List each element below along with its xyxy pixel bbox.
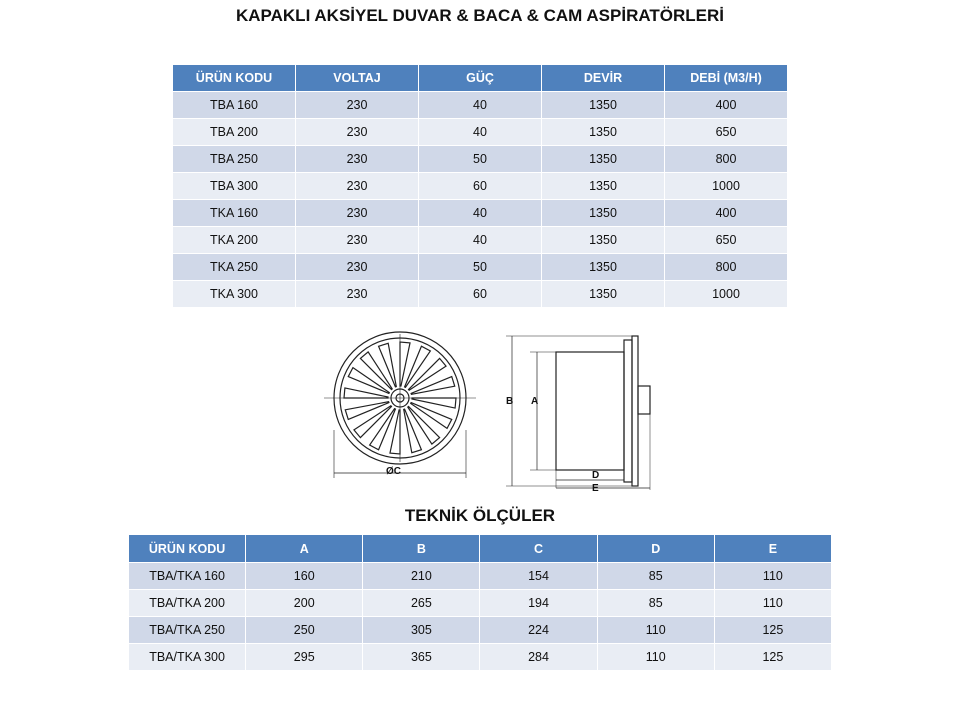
table-cell: 1000 <box>665 281 787 307</box>
table-cell: 1350 <box>542 173 664 199</box>
table-row <box>129 590 831 616</box>
table-row <box>173 281 787 307</box>
table-cell: TBA/TKA 250 <box>129 617 245 643</box>
table-cell: 365 <box>363 644 479 670</box>
table-cell: TBA 300 <box>173 173 295 199</box>
table-cell: TBA/TKA 300 <box>129 644 245 670</box>
dimension-label-d: D <box>592 470 600 481</box>
table-cell: 230 <box>296 254 418 280</box>
fan-blade <box>412 398 456 408</box>
table-cell: TKA 300 <box>173 281 295 307</box>
column-header: ÜRÜN KODU <box>129 535 245 562</box>
table-row <box>173 173 787 199</box>
table-cell: TBA/TKA 200 <box>129 590 245 616</box>
column-header: GÜÇ <box>419 65 541 91</box>
table-cell: TKA 250 <box>173 254 295 280</box>
table-row <box>173 227 787 253</box>
table-cell: 40 <box>419 227 541 253</box>
table-row <box>173 92 787 118</box>
table-cell: 1350 <box>542 146 664 172</box>
table-cell: TKA 160 <box>173 200 295 226</box>
table-cell: 40 <box>419 119 541 145</box>
table-cell: 110 <box>598 617 714 643</box>
table-cell: 110 <box>715 590 831 616</box>
table-cell: 295 <box>246 644 362 670</box>
dimension-label-c: ØC <box>386 466 401 477</box>
column-header: D <box>598 535 714 562</box>
table-cell: 110 <box>715 563 831 589</box>
table-row <box>129 563 831 589</box>
table-cell: 110 <box>598 644 714 670</box>
performance-table <box>172 64 788 308</box>
table-cell: 125 <box>715 617 831 643</box>
table-cell: TBA 160 <box>173 92 295 118</box>
dimension-label-a: A <box>531 396 539 407</box>
table-header-row <box>129 535 831 562</box>
table-cell: 250 <box>246 617 362 643</box>
table-cell: 230 <box>296 119 418 145</box>
table-cell: 305 <box>363 617 479 643</box>
table-cell: TBA/TKA 160 <box>129 563 245 589</box>
column-header: VOLTAJ <box>296 65 418 91</box>
table-cell: 60 <box>419 173 541 199</box>
column-header: DEBİ (M3/H) <box>665 65 787 91</box>
table-cell: 1350 <box>542 200 664 226</box>
fan-technical-drawing <box>300 330 660 496</box>
column-header: C <box>480 535 596 562</box>
table-row <box>173 119 787 145</box>
fan-blade <box>345 402 389 420</box>
table-cell: 60 <box>419 281 541 307</box>
table-cell: 800 <box>665 254 787 280</box>
table-cell: 194 <box>480 590 596 616</box>
table-cell: 1350 <box>542 119 664 145</box>
fan-blade <box>400 342 410 386</box>
table-cell: 210 <box>363 563 479 589</box>
table-cell: 650 <box>665 227 787 253</box>
dimensions-table <box>128 534 832 671</box>
column-header: DEVİR <box>542 65 664 91</box>
table-cell: 50 <box>419 146 541 172</box>
table-cell: 230 <box>296 146 418 172</box>
column-header: ÜRÜN KODU <box>173 65 295 91</box>
table-cell: 1350 <box>542 227 664 253</box>
table-cell: 1000 <box>665 173 787 199</box>
table-cell: 230 <box>296 92 418 118</box>
table-cell: 224 <box>480 617 596 643</box>
table-cell: 230 <box>296 200 418 226</box>
table-cell: 265 <box>363 590 479 616</box>
table-cell: 160 <box>246 563 362 589</box>
page-title: KAPAKLI AKSİYEL DUVAR & BACA & CAM ASPİRATÖRLERİ <box>236 6 724 25</box>
fan-blade <box>411 377 455 395</box>
table-cell: TBA 200 <box>173 119 295 145</box>
table-cell: 85 <box>598 590 714 616</box>
table-cell: 1350 <box>542 281 664 307</box>
dimension-label-e: E <box>592 483 599 494</box>
table-cell: TBA 250 <box>173 146 295 172</box>
table-cell: 230 <box>296 227 418 253</box>
column-header: B <box>363 535 479 562</box>
table-row <box>173 200 787 226</box>
fan-blade <box>390 410 400 454</box>
table-cell: 200 <box>246 590 362 616</box>
table-cell: 40 <box>419 200 541 226</box>
column-header: A <box>246 535 362 562</box>
fan-blade <box>379 343 397 387</box>
table-cell: TKA 200 <box>173 227 295 253</box>
section-title: TEKNİK ÖLÇÜLER <box>404 506 556 525</box>
table-cell: 284 <box>480 644 596 670</box>
table-cell: 1350 <box>542 92 664 118</box>
table-cell: 85 <box>598 563 714 589</box>
table-cell: 40 <box>419 92 541 118</box>
table-cell: 154 <box>480 563 596 589</box>
table-cell: 50 <box>419 254 541 280</box>
fan-front-view <box>324 332 476 478</box>
table-header-row <box>173 65 787 91</box>
fan-blade <box>404 409 422 453</box>
table-cell: 400 <box>665 200 787 226</box>
column-header: E <box>715 535 831 562</box>
table-cell: 800 <box>665 146 787 172</box>
table-cell: 650 <box>665 119 787 145</box>
table-cell: 1350 <box>542 254 664 280</box>
table-row <box>129 617 831 643</box>
fan-blade <box>344 388 388 398</box>
fan-side-view <box>506 336 650 490</box>
table-row <box>129 644 831 670</box>
table-row <box>173 254 787 280</box>
table-cell: 230 <box>296 281 418 307</box>
table-cell: 400 <box>665 92 787 118</box>
dimension-label-b: B <box>506 396 514 407</box>
table-cell: 230 <box>296 173 418 199</box>
table-row <box>173 146 787 172</box>
table-cell: 125 <box>715 644 831 670</box>
